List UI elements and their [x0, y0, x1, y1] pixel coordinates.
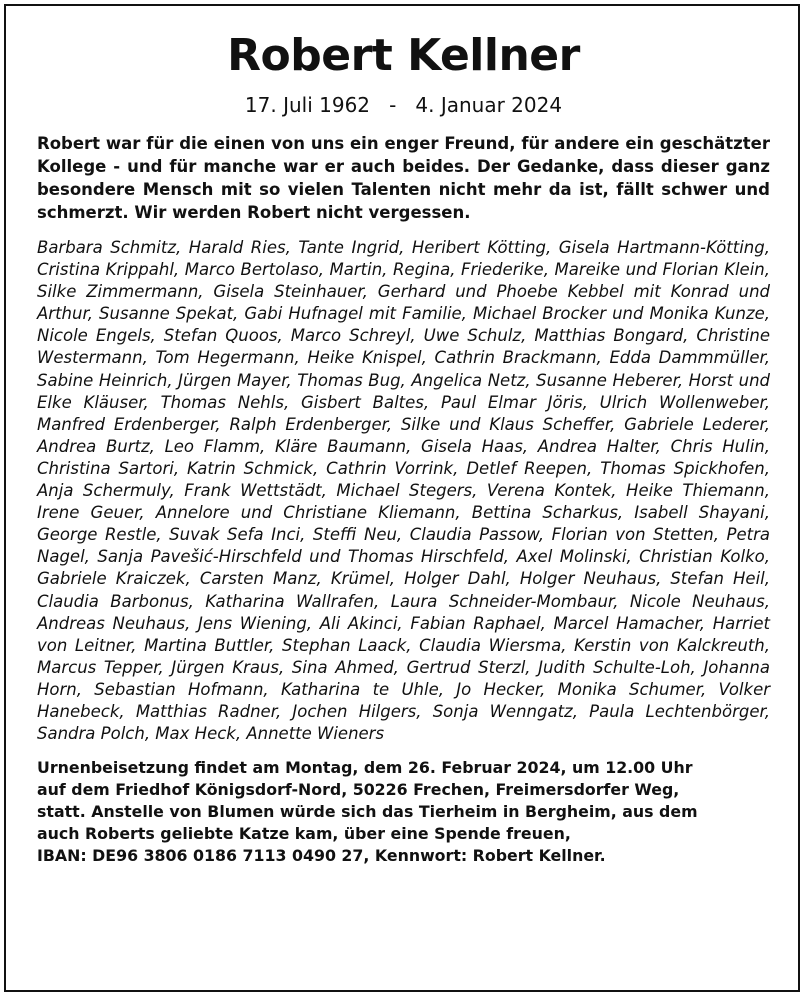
funeral-details-line: Urnenbeisetzung findet am Montag, dem 26. Februar 2024, um 12.00 Uhr: [37, 758, 693, 778]
funeral-details-line: auf dem Friedhof Königsdorf-Nord, 50226 Frechen, Freimersdorfer Weg,: [37, 780, 680, 800]
signatories-list: Barbara Schmitz, Harald Ries, Tante Ingrid, Heribert Kötting, Gisela Hartmann-Kötting, Cristina Krippahl, Marco Bertolaso, Martin, Regina, Friederike, Mareike und Florian Klein, Silke Zimmermann, Gisela Steinhauer, Gerhard und Phoebe Kebbel mit Konrad und Arthur, Susanne Spekat, Gabi Hufnagel mit Familie, Michael Brocker und Monika Kunze, Nicole Engels, Stefan Quoos, Marco Schreyl, Uwe Schulz, Matthias Bongard, Christine Westermann, Tom Hegermann, Heike Knispel, Cathrin Brackmann, Edda Dammmüller, Sabine Heinrich, Jürgen Mayer, Thomas Bug, Angelica Netz, Susanne Heberer, Horst und Elke Kläuser, Thomas Nehls, Gisbert Baltes, Paul Elmar Jöris, Ulrich Wollenweber, Manfred Erdenberger, Ralph Erdenberger, Silke und Klaus Scheffer, Gabriele Lederer, Andrea Burtz, Leo Flamm, Kläre Baumann, Gisela Haas, Andrea Halter, Chris Hulin, Christina Sartori, Katrin Schmick, Cathrin Vorrink, Detlef Reepen, Thomas Spickhofen, Anja Schermuly, Frank Wettstädt, Michael Stegers, Verena Kontek, Heike Thiemann, Irene Geuer, Annelore und Christiane Kliemann, Bettina Scharkus, Isabell Shayani, George Restle, Suvak Sefa Inci, Steffi Neu, Claudia Passow, Florian von Stetten, Petra Nagel, Sanja Pavešić-Hirschfeld und Thomas Hirschfeld, Axel Molinski, Christian Kolko, Gabriele Kraiczek, Carsten Manz, Krümel, Holger Dahl, Holger Neuhaus, Stefan Heil, Claudia Barbonus, Katharina Wallrafen, Laura Schneider-Mombaur, Nicole Neuhaus, Andreas Neuhaus, Jens Wiening, Ali Akinci, Fabian Raphael, Marcel Hamacher, Harriet von Leitner, Martina Buttler, Stephan Laack, Claudia Wiersma, Kerstin von Kalckreuth, Marcus Tepper, Jürgen Kraus, Sina Ahmed, Gertrud Sterzl, Judith Schulte-Loh, Johanna Horn, Sebastian Hofmann, Katharina te Uhle, Jo Hecker, Monika Schumer, Volker Hanebeck, Matthias Radner, Jochen Hilgers, Sonja Wenngatz, Paula Lechtenbörger, Sandra Polch, Max Heck, Annette Wieners: [37, 238, 770, 744]
deceased-name: Robert Kellner: [227, 30, 580, 81]
funeral-details: [37, 757, 770, 867]
funeral-details-line: auch Roberts geliebte Katze kam, über eine Spende freuen,: [37, 824, 571, 844]
bank-details-line: IBAN: DE96 3806 0186 7113 0490 27, Kennwort: Robert Kellner.: [37, 846, 606, 866]
date-separator: -: [389, 93, 397, 117]
obituary-notice: [37, 28, 770, 867]
birth-date: 17. Juli 1962: [244, 93, 371, 117]
intro-text: Robert war für die einen von uns ein enger Freund, für andere ein geschätzter Kollege - und für manche war er auch beides. Der Gedanke, dass dieser ganz besondere Mensch mit so vielen Talenten nicht mehr da ist, fällt schwer und schmerzt. Wir werden Robert nicht vergessen.: [37, 134, 770, 222]
life-dates: [37, 92, 770, 118]
funeral-details-line: statt. Anstelle von Blumen würde sich das Tierheim in Bergheim, aus dem: [37, 802, 698, 822]
death-date: 4. Januar 2024: [415, 93, 563, 117]
